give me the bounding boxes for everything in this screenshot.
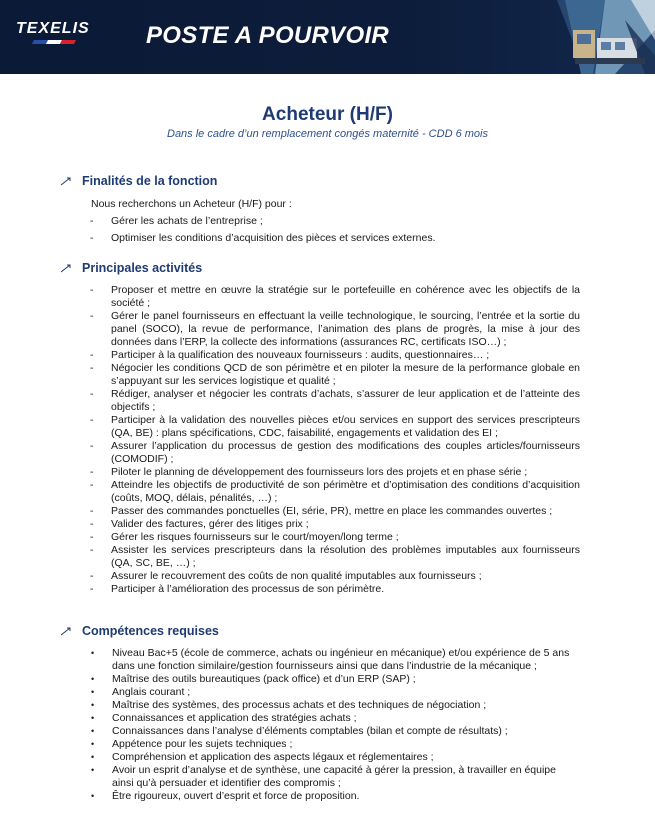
- list-item: • Avoir un esprit d’analyse et de synthèse, une capacité à gérer la pression, à travailler en équipe ainsi qu’à persuader et identifier des compromis ;: [91, 764, 556, 789]
- banner-title: POSTE A POURVOIR: [146, 22, 390, 49]
- dash-marker: -: [90, 518, 94, 530]
- logo-text: TEXELIS: [16, 20, 90, 37]
- list-item: • Compréhension et application des aspects légaux et réglementaires ;: [91, 751, 434, 763]
- list-item: • Niveau Bac+5 (école de commerce, achats ou ingénieur en mécanique) et/ou expérience de 5 ans dans une fonction similaire/gestion fournisseurs ainsi que dans l’industrie de la mécanique ;: [91, 647, 570, 672]
- bullet-marker: •: [91, 765, 95, 775]
- list-item: - Optimiser les conditions d’acquisition des pièces et services externes.: [90, 232, 436, 244]
- dash-marker: -: [90, 215, 94, 227]
- dash-marker: -: [90, 388, 94, 400]
- list-item: • Maîtrise des outils bureautiques (pack office) et d’un ERP (SAP) ;: [91, 673, 416, 685]
- arrow-pen-icon: [60, 176, 72, 186]
- arrow-pen-icon: [60, 263, 72, 273]
- dash-marker: -: [90, 349, 94, 361]
- list-item: - Rédiger, analyser et négocier les contrats d’achats, s’assurer de leur application et de l’atteinte des objectifs ;: [90, 388, 580, 413]
- list-item: • Connaissances dans l’analyse d’éléments comptables (bilan et compte de résultats) ;: [91, 725, 508, 737]
- list-item: - Proposer et mettre en œuvre la stratégie sur le portefeuille en cohérence avec les objectifs de la société ;: [90, 284, 580, 309]
- dash-marker: -: [90, 310, 94, 322]
- list-item: - Participer à la qualification des nouveaux fournisseurs : audits, questionnaires… ;: [90, 349, 490, 361]
- list-item: - Valider des factures, gérer des litiges prix ;: [90, 518, 309, 530]
- bullet-marker: •: [91, 713, 95, 723]
- finalites-list: [90, 215, 580, 245]
- bullet-marker: •: [91, 726, 95, 736]
- flag-stripes-icon: [32, 40, 76, 44]
- section-heading-finalites: [60, 174, 217, 188]
- dash-marker: -: [90, 284, 94, 296]
- list-item: - Assister les services prescripteurs dans la résolution des problèmes imputables aux fournisseurs (QA, SC, BE, …) ;: [90, 544, 580, 569]
- list-item: - Participer à l’amélioration des processus de son périmètre.: [90, 583, 385, 595]
- list-item: - Gérer le panel fournisseurs en effectuant la veille technologique, le sourcing, l’entrée et la sortie du panel (SOCO), la revue de performance, l’animation des plans de progrès, la mise à jour des données dans l’ERP, la collecte des informations (assurances RC, certificats ISO…) ;: [90, 310, 580, 348]
- bullet-marker: •: [91, 739, 95, 749]
- job-subtitle: Dans le cadre d’un remplacement congés maternité - CDD 6 mois: [167, 128, 488, 140]
- vehicle-photo-collage-icon: [545, 0, 655, 74]
- intro-text: Nous recherchons un Acheteur (H/F) pour :: [91, 198, 292, 210]
- list-item: - Passer des commandes ponctuelles (EI, série, PR), mettre en place les commandes ouvertes ;: [90, 505, 553, 517]
- dash-marker: -: [90, 544, 94, 556]
- list-item: • Connaissances et application des stratégies achats ;: [91, 712, 357, 724]
- list-item: - Gérer les risques fournisseurs sur le court/moyen/long terme ;: [90, 531, 399, 543]
- section-heading-text: Principales activités: [82, 261, 203, 275]
- company-logo: [16, 20, 90, 44]
- dash-marker: -: [90, 505, 94, 517]
- bullet-marker: •: [91, 700, 95, 710]
- list-item: • Être rigoureux, ouvert d’esprit et force de proposition.: [91, 790, 360, 802]
- section-heading-text: Compétences requises: [82, 624, 219, 638]
- list-item: - Atteindre les objectifs de productivité de son périmètre et d’optimisation des conditions d’acquisition (coûts, MOQ, délais, pénalités, …) ;: [90, 479, 580, 504]
- header-banner: [0, 0, 655, 74]
- bullet-marker: •: [91, 791, 95, 801]
- bullet-marker: •: [91, 687, 95, 697]
- arrow-pen-icon: [60, 626, 72, 636]
- list-item: - Piloter le planning de développement des fournisseurs lors des projets et en phase série ;: [90, 466, 528, 478]
- dash-marker: -: [90, 479, 94, 491]
- list-item: • Maîtrise des systèmes, des processus achats et des techniques de négociation ;: [91, 699, 487, 711]
- list-item: • Appétence pour les sujets techniques ;: [91, 738, 293, 750]
- job-title: Acheteur (H/F): [262, 104, 393, 125]
- bullet-marker: •: [91, 674, 95, 684]
- dash-marker: -: [90, 583, 94, 595]
- dash-marker: -: [90, 440, 94, 452]
- dash-marker: -: [90, 362, 94, 374]
- section-heading-activites: [60, 261, 202, 275]
- dash-marker: -: [90, 466, 94, 478]
- section-heading-competences: [60, 624, 219, 638]
- dash-marker: -: [90, 570, 94, 582]
- dash-marker: -: [90, 531, 94, 543]
- bullet-marker: •: [91, 648, 95, 658]
- bullet-marker: •: [91, 752, 95, 762]
- dash-marker: -: [90, 232, 94, 244]
- dash-marker: -: [90, 414, 94, 426]
- list-item: • Anglais courant ;: [91, 686, 191, 698]
- section-heading-text: Finalités de la fonction: [82, 174, 218, 188]
- list-item: - Gérer les achats de l’entreprise ;: [90, 215, 263, 227]
- list-item: - Assurer le recouvrement des coûts de non qualité imputables aux fournisseurs ;: [90, 570, 482, 582]
- list-item: - Participer à la validation des nouvelles pièces et/ou services en support des services prescripteurs (QA, BE) : plans spécifications, CDC, faisabilité, engagements et validation des EI ;: [90, 414, 580, 439]
- competences-list: [91, 647, 579, 803]
- list-item: - Assurer l’application du processus de gestion des modifications des couples articles/fournisseurs (COMODIF) ;: [90, 440, 580, 465]
- list-item: - Négocier les conditions QCD de son périmètre et en piloter la mesure de la performance globale en s’appuyant sur les services logistique et qualité ;: [90, 362, 580, 387]
- activites-list: [90, 284, 580, 596]
